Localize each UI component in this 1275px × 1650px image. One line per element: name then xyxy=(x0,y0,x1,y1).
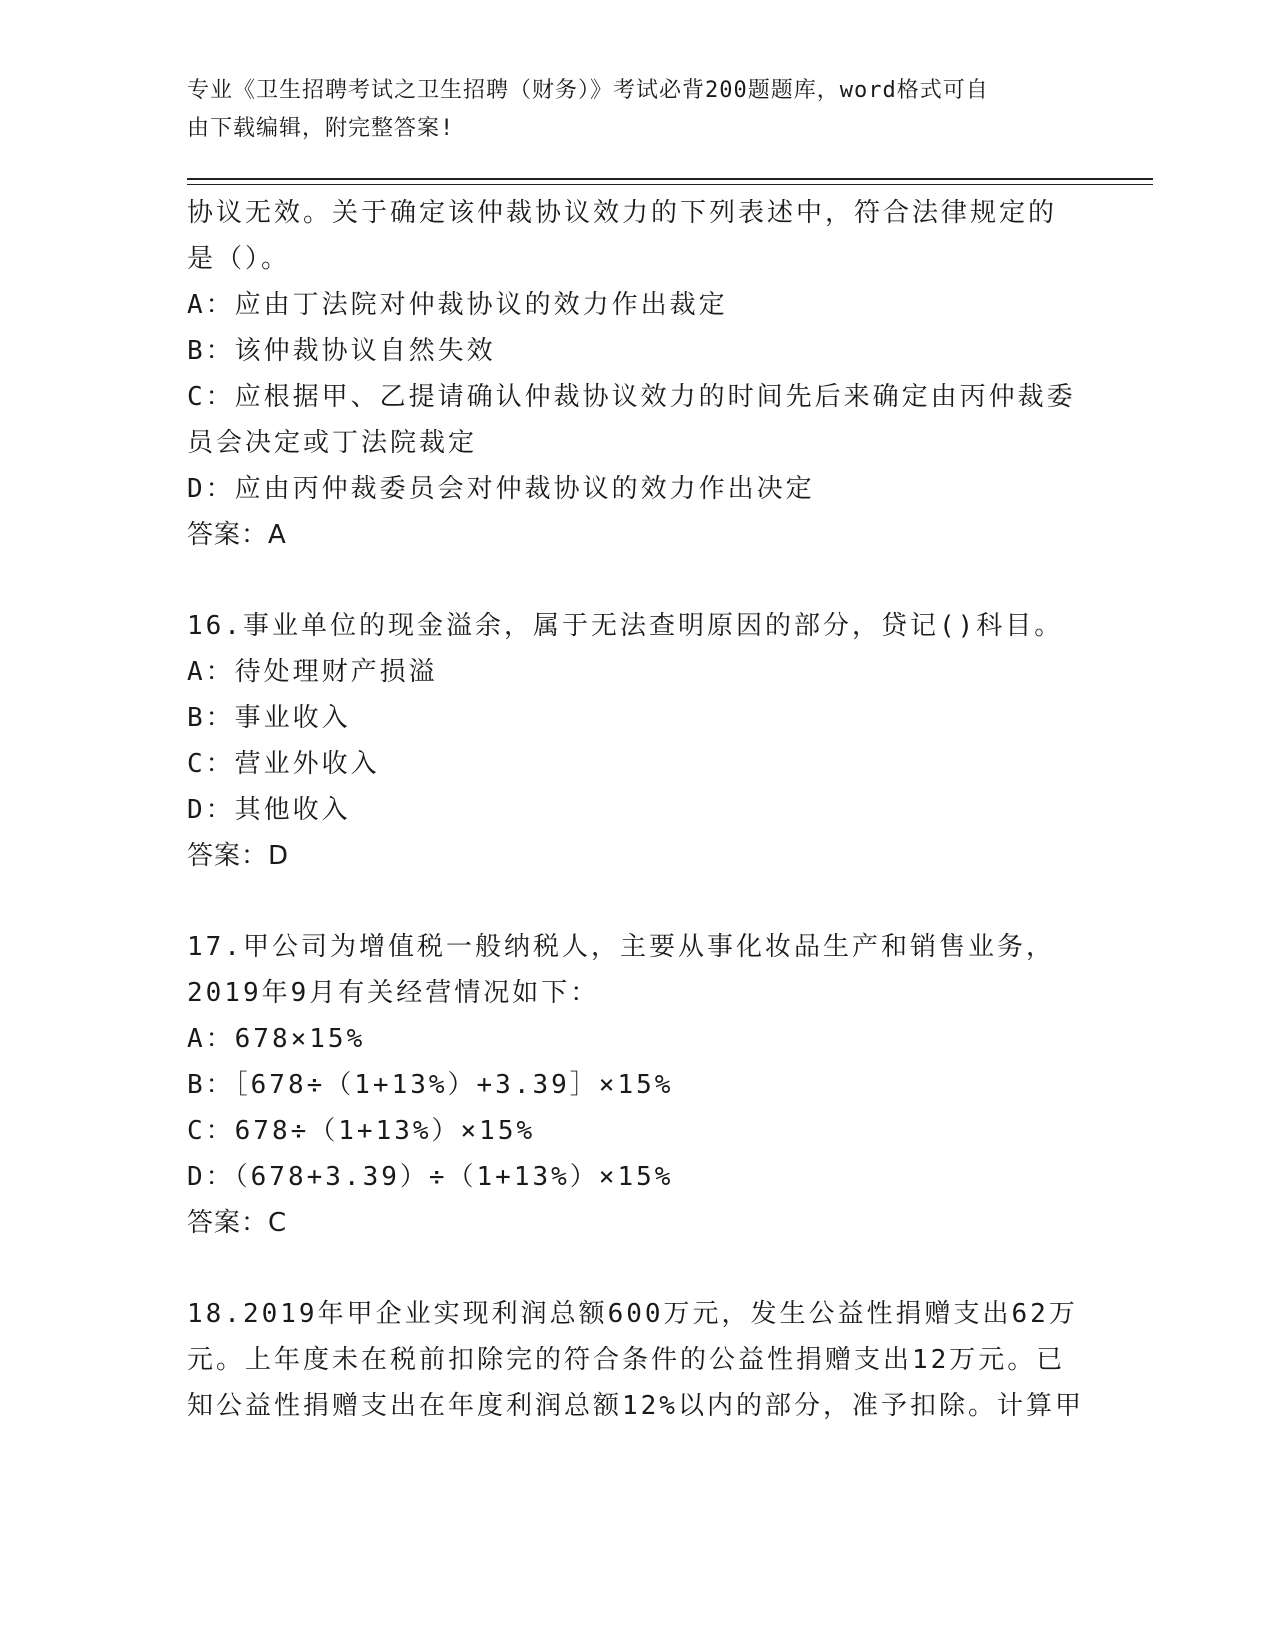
answer-label: 答案：A xyxy=(187,520,287,550)
header-divider-thick xyxy=(187,178,1153,180)
option-a: A：应由丁法院对仲裁协议的效力作出裁定 xyxy=(187,290,728,320)
option-b: B：［678÷（1+13%）+3.39］×15% xyxy=(187,1070,674,1100)
question-stem-line: 是（）。 xyxy=(187,244,291,274)
question-stem-line: 18.2019年甲企业实现利润总额600万元，发生公益性捐赠支出62万 xyxy=(187,1299,1078,1329)
spacer xyxy=(187,1246,1087,1291)
option-b: B：该仲裁协议自然失效 xyxy=(187,336,496,366)
header-line-1: 专业《卫生招聘考试之卫生招聘（财务）》考试必背200题题库，word格式可自 xyxy=(187,78,989,103)
question-stem-line: 元。上年度未在税前扣除完的符合条件的公益性捐赠支出12万元。已 xyxy=(187,1345,1066,1375)
option-c: C：营业外收入 xyxy=(187,749,380,779)
option-b: B：事业收入 xyxy=(187,703,351,733)
question-stem-line: 17.甲公司为增值税一般纳税人，主要从事化妆品生产和销售业务， xyxy=(187,932,1055,962)
question-stem-line: 2019年9月有关经营情况如下： xyxy=(187,978,600,1008)
option-c-continued: 员会决定或丁法院裁定 xyxy=(187,428,478,458)
option-d: D：（678+3.39）÷（1+13%）×15% xyxy=(187,1162,674,1192)
answer-label: 答案：C xyxy=(187,1208,288,1238)
option-a: A：待处理财产损溢 xyxy=(187,657,438,687)
header-divider-thin xyxy=(187,184,1153,185)
question-16 xyxy=(187,603,1087,879)
spacer xyxy=(187,879,1087,924)
question-stem-line: 知公益性捐赠支出在年度利润总额12%以内的部分，准予扣除。计算甲 xyxy=(187,1391,1084,1421)
question-stem: 16.事业单位的现金溢余，属于无法查明原因的部分，贷记()科目。 xyxy=(187,611,1064,641)
header-line-2: 由下载编辑，附完整答案! xyxy=(187,116,455,141)
option-d: D：其他收入 xyxy=(187,795,351,825)
option-c: C：应根据甲、乙提请确认仲裁协议效力的时间先后来确定由丙仲裁委 xyxy=(187,382,1076,412)
spacer xyxy=(187,558,1087,603)
question-stem-line: 协议无效。关于确定该仲裁协议效力的下列表述中，符合法律规定的 xyxy=(187,198,1058,228)
question-17 xyxy=(187,924,1087,1246)
document-header xyxy=(187,72,1067,148)
option-d: D：应由丙仲裁委员会对仲裁协议的效力作出决定 xyxy=(187,474,815,504)
question-18 xyxy=(187,1291,1087,1429)
option-a: A：678×15% xyxy=(187,1024,366,1054)
question-15-continued xyxy=(187,190,1087,558)
answer-label: 答案：D xyxy=(187,841,290,871)
document-body xyxy=(187,190,1087,1429)
option-c: C：678÷（1+13%）×15% xyxy=(187,1116,536,1146)
